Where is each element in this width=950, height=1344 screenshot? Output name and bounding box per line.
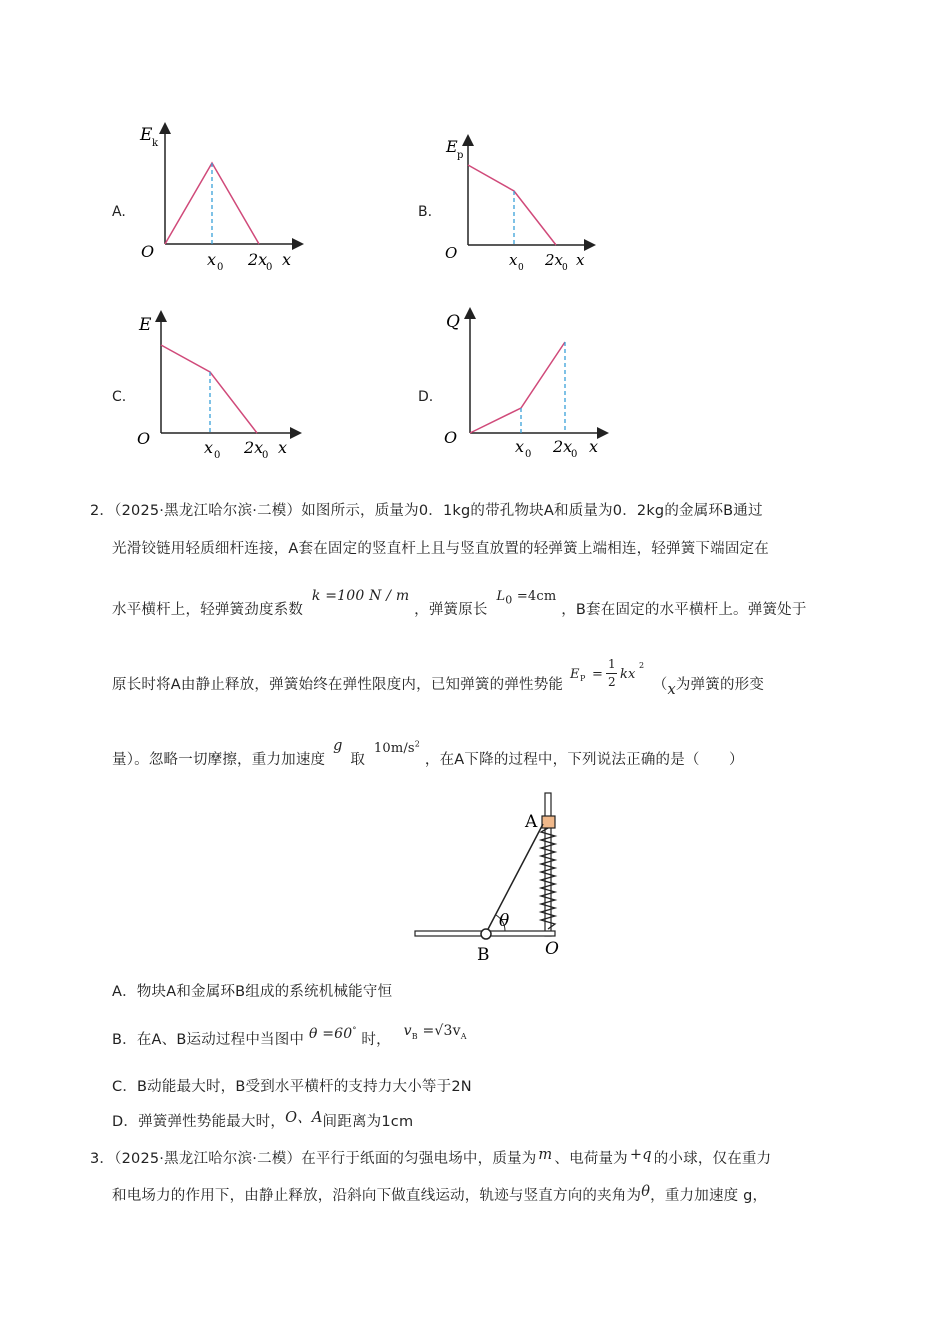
q2-text-3c: ，B套在固定的水平横杆上。弹簧处于 xyxy=(561,602,807,618)
option-b-text-b: 时， xyxy=(361,1032,391,1048)
l-symbol: L xyxy=(496,589,506,604)
fraction-bar xyxy=(606,673,617,674)
q3-source: （2025·黑龙江哈尔滨·二模） xyxy=(114,1151,302,1167)
connecting-rod xyxy=(486,824,543,933)
kx-term: kx xyxy=(619,667,636,682)
fraction-numerator: 1 xyxy=(607,657,616,671)
option-c-letter: C. xyxy=(112,389,127,405)
g-value xyxy=(374,741,420,756)
2x0-label-sub: 0 xyxy=(262,450,269,461)
x-axis-label: x xyxy=(576,251,585,269)
q3-text-1b: 、电荷量为 xyxy=(554,1151,628,1167)
ep-symbol: E xyxy=(569,667,580,682)
q-curve xyxy=(470,342,565,433)
origin-label: O xyxy=(444,428,458,447)
x0-label-sub: 0 xyxy=(518,263,524,273)
q3-line-2 xyxy=(112,1184,767,1205)
q2-line-4 xyxy=(112,657,765,698)
spring-constant-formula: k =100 N / m xyxy=(311,588,410,604)
q3-text-2a: 和电场力的作用下，由静止释放，沿斜向下做直线运动，轨迹与竖直方向的夹角为 xyxy=(112,1188,642,1204)
g-exponent: 2 xyxy=(414,739,421,749)
va-sub: A xyxy=(460,1031,467,1041)
equals-sign: = xyxy=(591,667,604,682)
ep-sub: P xyxy=(579,674,586,683)
vb-eq: =√3v xyxy=(417,1023,461,1039)
velocity-relation-formula xyxy=(404,1023,467,1039)
x0-label: x xyxy=(207,250,217,269)
q2-text-3a: 水平横杆上，轻弹簧劲度系数 xyxy=(112,602,304,618)
option-d-letter: D. xyxy=(418,389,434,405)
x-axis-label: x xyxy=(589,437,599,456)
y-label: E xyxy=(140,125,153,145)
x0-label: x xyxy=(515,437,525,456)
g-symbol: g xyxy=(333,738,343,754)
x0-label-sub: 0 xyxy=(525,449,532,460)
y-label-sub: k xyxy=(152,138,159,149)
2x0-label-sub: 0 xyxy=(562,263,568,273)
x-symbol: x xyxy=(667,682,676,698)
ek-curve xyxy=(165,163,259,244)
graph-d-q xyxy=(440,305,610,465)
option-d-text-a: D．弹簧弹性势能最大时， xyxy=(112,1114,286,1130)
y-label: E xyxy=(139,315,152,335)
q2-text-3b: ，弹簧原长 xyxy=(414,602,488,618)
x-axis-label: x xyxy=(282,250,292,269)
natural-length-formula xyxy=(496,589,557,607)
option-b-text-a: B．在A、B运动过程中当图中 xyxy=(112,1032,305,1048)
graph-a-ek xyxy=(135,120,310,275)
block-a xyxy=(542,816,555,828)
graph-c-e xyxy=(133,308,308,463)
x0-label-sub: 0 xyxy=(217,262,224,273)
x0-label: x xyxy=(204,438,214,457)
q2-option-b[interactable] xyxy=(112,1023,467,1050)
y-label: E xyxy=(446,137,458,156)
2x0-label: 2x xyxy=(545,251,564,269)
q2-line-3 xyxy=(112,588,807,621)
q2-option-c[interactable]: C．B动能最大时，B受到水平横杆的支持力大小等于2N xyxy=(112,1079,472,1095)
2x0-label: 2x xyxy=(553,437,573,456)
q2-text-5a: 量）。忽略一切摩擦，重力加速度 xyxy=(112,752,326,768)
q2-source: （2025·黑龙江哈尔滨·二模） xyxy=(114,503,302,519)
origin-label: O xyxy=(137,429,151,448)
origin-label: O xyxy=(445,244,458,262)
e-curve xyxy=(161,345,257,433)
theta-label: θ xyxy=(499,911,510,931)
label-o: O xyxy=(545,939,559,959)
y-label: Q xyxy=(446,312,460,332)
ep-curve xyxy=(468,165,556,245)
q2-text-1: 如图所示，质量为0．1kg的带孔物块A和质量为0．2kg的金属环B通过 xyxy=(301,503,763,519)
q2-text-5b: 取 xyxy=(350,752,366,768)
degree-mark: ° xyxy=(352,1025,357,1035)
q3-text-1a: 在平行于纸面的匀强电场中，质量为 xyxy=(301,1151,537,1167)
2x0-label: 2x xyxy=(248,250,268,269)
vb-sub: B xyxy=(411,1031,418,1041)
x0-label-sub: 0 xyxy=(214,450,221,461)
q2-text-4a: 原长时将A由静止释放，弹簧始终在弹性限度内，已知弹簧的弹性势能 xyxy=(112,677,564,693)
theta-60-formula xyxy=(309,1026,357,1042)
label-b: B xyxy=(477,945,490,965)
2x0-label-sub: 0 xyxy=(266,262,273,273)
option-d-text-b: 间距离为1cm xyxy=(322,1114,414,1130)
l-sub: 0 xyxy=(505,593,513,607)
oa-symbol: O、A xyxy=(285,1110,323,1126)
option-b-letter: B. xyxy=(418,204,433,220)
q2-figure-spring-rod xyxy=(410,788,580,968)
x0-label: x xyxy=(509,251,518,269)
x-axis-label: x xyxy=(278,438,288,457)
q2-option-a[interactable]: A．物块A和金属环B组成的系统机械能守恒 xyxy=(112,984,393,1000)
charge-symbol: +q xyxy=(629,1147,652,1163)
q2-number: 2． xyxy=(90,503,115,519)
l-value: =4cm xyxy=(512,589,557,604)
label-a: A xyxy=(525,812,538,832)
graph-b-ep xyxy=(440,132,600,277)
q2-text-4c: 为弹簧的形变 xyxy=(675,677,765,693)
2x0-label: 2x xyxy=(244,438,264,457)
q3-number: 3． xyxy=(90,1151,115,1167)
ring-b xyxy=(481,929,491,939)
origin-label: O xyxy=(141,242,155,261)
q3-text-2b: ，重力加速度 g， xyxy=(650,1188,768,1204)
2x0-label-sub: 0 xyxy=(571,449,578,460)
q2-line-2: 光滑铰链用轻质细杆连接，A套在固定的竖直杆上且与竖直放置的轻弹簧上端相连，轻弹簧下端固定在 xyxy=(112,541,769,557)
fraction-denominator: 2 xyxy=(607,675,616,689)
option-a-letter: A. xyxy=(112,204,126,220)
y-label-sub: p xyxy=(457,150,464,161)
q2-option-d[interactable] xyxy=(112,1110,413,1131)
theta-60-text: θ =60 xyxy=(308,1026,353,1042)
q2-line-5 xyxy=(112,738,744,769)
q3-line-1 xyxy=(90,1147,771,1168)
vb-symbol: v xyxy=(403,1023,412,1039)
q2-line-1 xyxy=(90,499,763,520)
q3-text-1c: 的小球，仅在重力 xyxy=(653,1151,772,1167)
theta-symbol: θ xyxy=(641,1184,651,1200)
mass-symbol: m xyxy=(538,1147,553,1163)
elastic-energy-formula xyxy=(568,657,648,695)
q2-text-4b: （ xyxy=(652,677,668,693)
q2-text-5c: ，在A下降的过程中，下列说法正确的是（ ） xyxy=(424,752,744,768)
exponent-2: 2 xyxy=(638,661,645,670)
g-value-text: 10m/s xyxy=(373,741,415,756)
